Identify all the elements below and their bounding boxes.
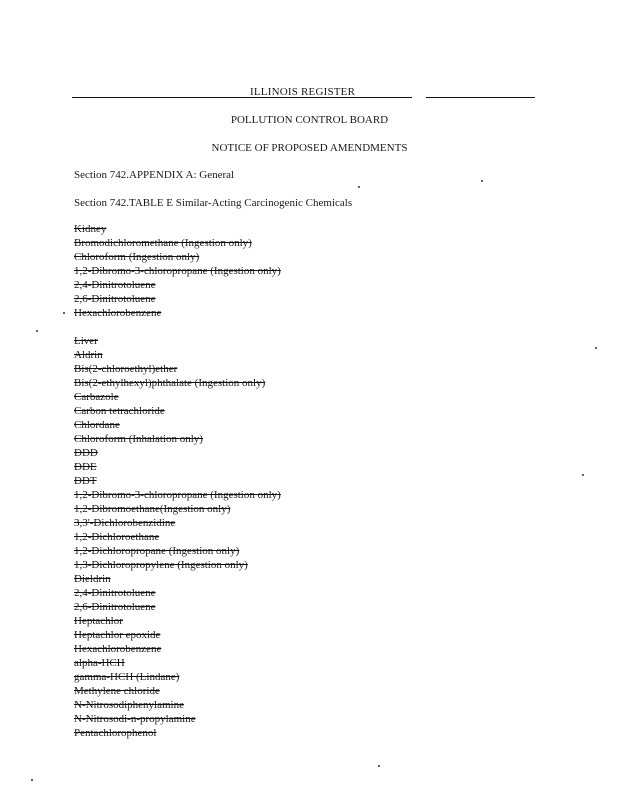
- list-item: Bromodichloromethane (Ingestion only): [74, 237, 252, 249]
- list-item: gamma-HCH (Lindane): [74, 671, 180, 683]
- scan-speck: [595, 347, 597, 349]
- list-item: DDT: [74, 475, 97, 487]
- list-item: 2,6-Dinitrotoluene: [74, 601, 156, 613]
- liver-heading: Liver: [74, 335, 98, 347]
- list-item: Chloroform (Inhalation only): [74, 433, 203, 445]
- kidney-list: [74, 222, 281, 320]
- list-item: Chloroform (Ingestion only): [74, 251, 200, 263]
- scan-speck: [358, 186, 360, 188]
- list-item: Bis(2-chloroethyl)ether: [74, 363, 178, 375]
- list-item: N-Nitrosodi-n-propylamine: [74, 713, 196, 725]
- list-item: Chlordane: [74, 419, 120, 431]
- list-item: DDD: [74, 447, 98, 459]
- liver-list: [74, 334, 281, 740]
- list-item: Heptachlor: [74, 615, 123, 627]
- scan-speck: [582, 474, 584, 476]
- section-appendix: Section 742.APPENDIX A: General: [74, 169, 235, 181]
- section-table: Section 742.TABLE E Similar-Acting Carcinogenic Chemicals: [74, 197, 353, 209]
- list-item: alpha-HCH: [74, 657, 125, 669]
- list-item: 3,3'-Dichlorobenzidine: [74, 517, 176, 529]
- list-item: 1,2-Dichloropropane (Ingestion only): [74, 545, 240, 557]
- scan-speck: [378, 765, 380, 767]
- list-item: 1,3-Dichloropropylene (Ingestion only): [74, 559, 248, 571]
- list-item: Hexachlorobenzene: [74, 643, 162, 655]
- list-item: Bis(2-ethylhexyl)phthalate (Ingestion only): [74, 377, 266, 389]
- board-name: POLLUTION CONTROL BOARD: [230, 114, 389, 126]
- list-item: DDE: [74, 461, 97, 473]
- list-item: 2,6-Dinitrotoluene: [74, 293, 156, 305]
- kidney-heading: Kidney: [74, 223, 107, 235]
- scan-speck: [36, 330, 38, 332]
- scan-speck: [31, 779, 33, 781]
- list-item: N-Nitrosodiphenylamine: [74, 699, 184, 711]
- list-item: Carbon tetrachloride: [74, 405, 165, 417]
- register-title: ILLINOIS REGISTER: [250, 86, 356, 98]
- list-item: Pentachlorophenol: [74, 727, 157, 739]
- list-item: Heptachlor epoxide: [74, 629, 161, 641]
- list-item: Carbazole: [74, 391, 119, 403]
- list-item: 1,2-Dichloroethane: [74, 531, 160, 543]
- header-rule-right: [426, 97, 535, 98]
- scan-speck: [481, 180, 483, 182]
- list-item: Methylene chloride: [74, 685, 160, 697]
- list-item: Hexachlorobenzene: [74, 307, 162, 319]
- list-item: Aldrin: [74, 349, 103, 361]
- list-item: 1,2-Dibromo-3-chloropropane (Ingestion only): [74, 489, 281, 501]
- scan-speck: [63, 312, 65, 314]
- list-item: 1,2-Dibromoethane(Ingestion only): [74, 503, 231, 515]
- list-item: 2,4-Dinitrotoluene: [74, 279, 156, 291]
- notice-title: NOTICE OF PROPOSED AMENDMENTS: [211, 142, 408, 154]
- header-rule-left: [72, 97, 412, 98]
- list-item: 1,2-Dibromo-3-chloropropane (Ingestion only): [74, 265, 281, 277]
- list-item: Dieldrin: [74, 573, 111, 585]
- list-item: 2,4-Dinitrotoluene: [74, 587, 156, 599]
